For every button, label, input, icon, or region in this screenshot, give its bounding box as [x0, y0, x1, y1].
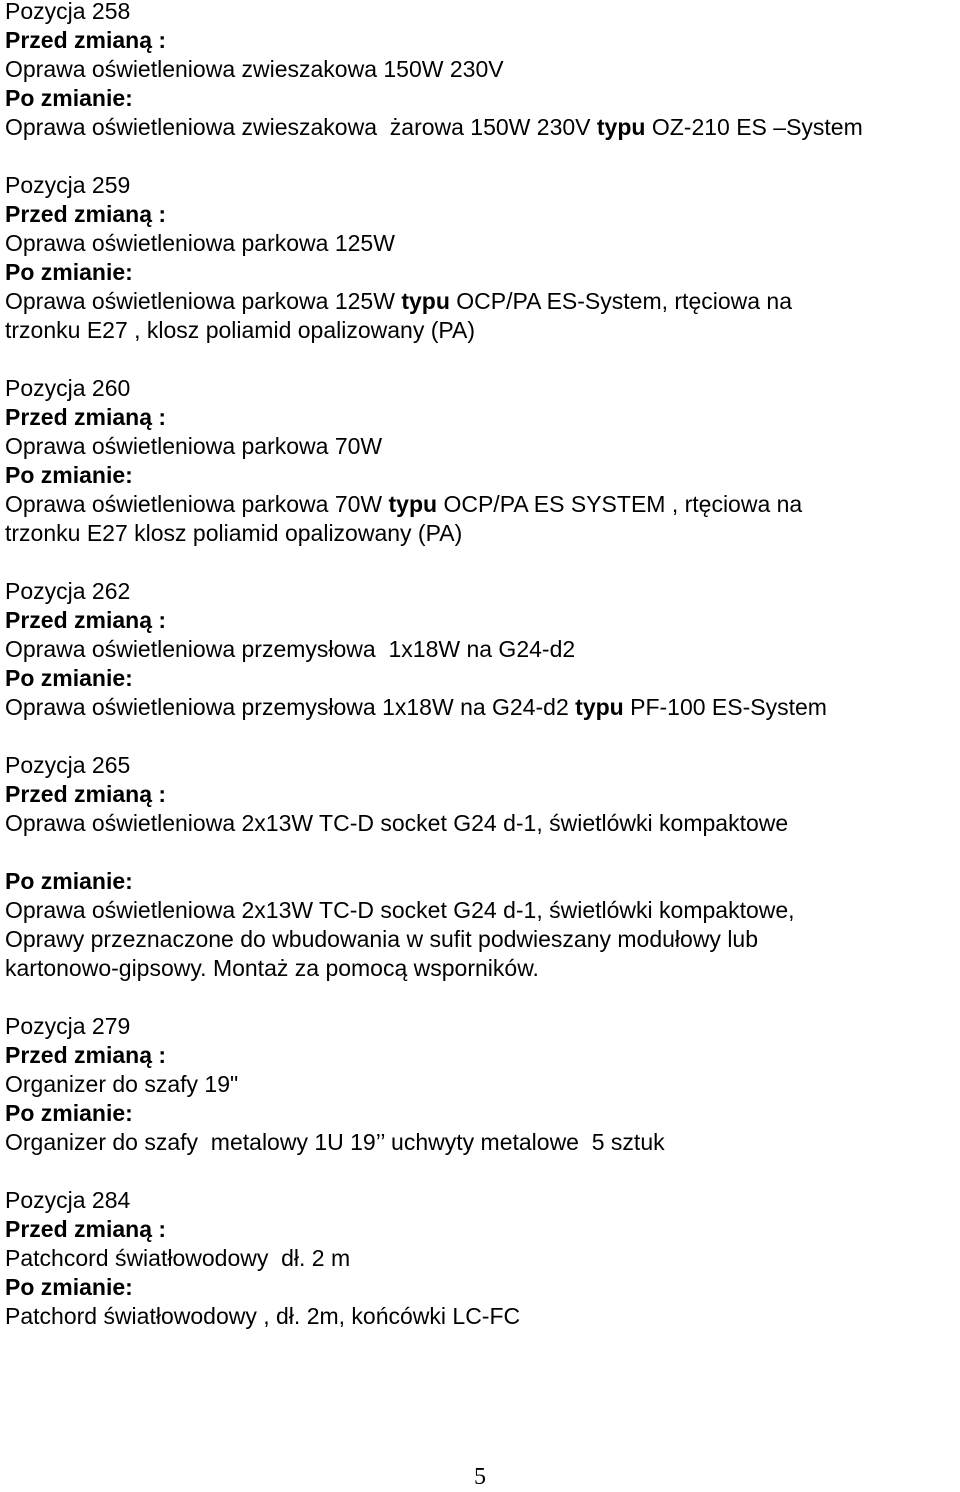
entry-279	[5, 1012, 955, 1157]
after-text: Organizer do szafy metalowy 1U 19’’ uchwyty metalowe 5 sztuk	[5, 1129, 665, 1155]
after-text	[5, 490, 955, 519]
after-label: Po zmianie:	[5, 85, 133, 111]
after-text-part: OZ-210 ES –System	[645, 114, 863, 140]
after-text: Patchord światłowodowy , dł. 2m, końcówki LC-FC	[5, 1303, 521, 1329]
entry-258	[5, 0, 955, 142]
after-label: Po zmianie:	[5, 1274, 133, 1300]
before-label: Przed zmianą :	[5, 404, 167, 430]
after-text	[5, 113, 955, 142]
before-label: Przed zmianą :	[5, 607, 167, 633]
before-text: Oprawa oświetleniowa przemysłowa 1x18W na G24-d2	[5, 636, 576, 662]
position-heading: Pozycja 258	[5, 0, 131, 24]
document-body	[5, 0, 955, 1360]
position-heading: Pozycja 260	[5, 375, 131, 401]
before-label: Przed zmianą :	[5, 27, 167, 53]
before-label: Przed zmianą :	[5, 1042, 167, 1068]
after-text: trzonku E27 , klosz poliamid opalizowany (PA)	[5, 317, 476, 343]
after-text	[5, 287, 955, 316]
after-label: Po zmianie:	[5, 868, 133, 894]
position-heading: Pozycja 284	[5, 1187, 131, 1213]
after-text-part: Oprawa oświetleniowa zwieszakowa żarowa 150W 230V	[5, 114, 597, 140]
blank-line	[5, 838, 955, 867]
after-text-part: PF-100 ES-System	[623, 694, 827, 720]
entry-260	[5, 374, 955, 548]
after-text: trzonku E27 klosz poliamid opalizowany (PA)	[5, 520, 463, 546]
after-text: kartonowo-gipsowy. Montaż za pomocą wsporników.	[5, 955, 539, 981]
after-text-part: OCP/PA ES-System, rtęciowa na	[449, 288, 793, 314]
after-text: Oprawa oświetleniowa 2x13W TC-D socket G24 d-1, świetlówki kompaktowe,	[5, 897, 795, 923]
before-label: Przed zmianą :	[5, 1216, 167, 1242]
before-text: Oprawa oświetleniowa zwieszakowa 150W 230V	[5, 56, 504, 82]
before-label: Przed zmianą :	[5, 781, 167, 807]
before-label: Przed zmianą :	[5, 201, 167, 227]
after-label: Po zmianie:	[5, 462, 133, 488]
position-heading: Pozycja 265	[5, 752, 131, 778]
entry-284	[5, 1186, 955, 1331]
page-number: 5	[474, 1464, 486, 1490]
entry-262	[5, 577, 955, 722]
after-text-part: Oprawa oświetleniowa parkowa 70W	[5, 491, 389, 517]
position-heading: Pozycja 259	[5, 172, 131, 198]
after-text-part: Oprawa oświetleniowa przemysłowa 1x18W na G24-d2	[5, 694, 576, 720]
position-heading: Pozycja 279	[5, 1013, 131, 1039]
before-text: Patchcord światłowodowy dł. 2 m	[5, 1245, 351, 1271]
before-text: Oprawa oświetleniowa parkowa 125W	[5, 230, 395, 256]
after-label: Po zmianie:	[5, 1100, 133, 1126]
position-heading: Pozycja 262	[5, 578, 131, 604]
after-label: Po zmianie:	[5, 665, 133, 691]
before-text: Oprawa oświetleniowa 2x13W TC-D socket G24 d-1, świetlówki kompaktowe	[5, 810, 789, 836]
entry-259	[5, 171, 955, 345]
type-keyword: typu	[575, 694, 624, 720]
after-text	[5, 693, 955, 722]
after-text-part: OCP/PA ES SYSTEM , rtęciowa na	[437, 491, 803, 517]
before-text: Organizer do szafy 19"	[5, 1071, 239, 1097]
entry-265	[5, 751, 955, 983]
after-label: Po zmianie:	[5, 259, 133, 285]
type-keyword: typu	[388, 491, 438, 517]
after-text-part: Oprawa oświetleniowa parkowa 125W	[5, 288, 402, 314]
type-keyword: typu	[596, 114, 646, 140]
type-keyword: typu	[401, 288, 450, 314]
after-text: Oprawy przeznaczone do wbudowania w sufit podwieszany modułowy lub	[5, 926, 759, 952]
before-text: Oprawa oświetleniowa parkowa 70W	[5, 433, 383, 459]
